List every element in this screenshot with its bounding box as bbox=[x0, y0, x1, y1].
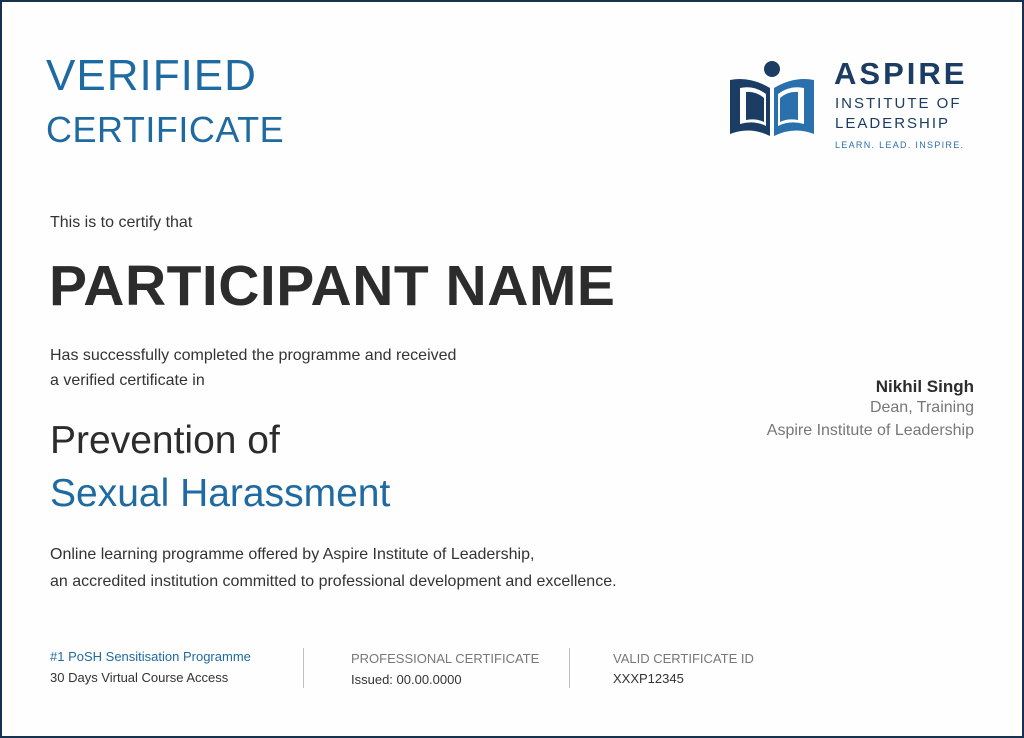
signatory-organization: Aspire Institute of Leadership bbox=[766, 422, 974, 439]
open-book-person-icon bbox=[726, 60, 818, 142]
certificate-title-line1: VERIFIED bbox=[46, 51, 257, 100]
signatory-title: Dean, Training bbox=[869, 399, 974, 416]
course-title-line1: Prevention of bbox=[50, 419, 280, 462]
signatory-name: Nikhil Singh bbox=[875, 377, 974, 396]
description-line2: an accredited institution committed to professional development and excellence. bbox=[50, 573, 617, 590]
logo-tagline: LEARN. LEAD. INSPIRE. bbox=[835, 140, 965, 150]
certificate-id-label: VALID CERTIFICATE ID bbox=[613, 651, 754, 666]
participant-name: PARTICIPANT NAME bbox=[49, 254, 616, 318]
certify-text: This is to certify that bbox=[50, 214, 193, 231]
certificate-id-value: XXXP12345 bbox=[613, 671, 684, 686]
footer-divider bbox=[569, 648, 570, 688]
completion-text-line2: a verified certificate in bbox=[50, 372, 205, 389]
description-line1: Online learning programme offered by Aspire Institute of Leadership, bbox=[50, 546, 535, 563]
completion-text-line1: Has successfully completed the programme and received bbox=[50, 347, 457, 364]
course-access: 30 Days Virtual Course Access bbox=[50, 670, 229, 685]
logo-name: ASPIRE bbox=[834, 56, 968, 91]
footer-divider bbox=[303, 648, 304, 688]
certificate-title-line2: CERTIFICATE bbox=[46, 109, 285, 150]
programme-rank: #1 PoSH Sensitisation Programme bbox=[50, 649, 251, 664]
logo-subtitle-line1: INSTITUTE OF bbox=[835, 95, 962, 112]
certificate-type: PROFESSIONAL CERTIFICATE bbox=[351, 651, 540, 666]
issued-date: Issued: 00.00.0000 bbox=[351, 672, 462, 687]
logo-subtitle-line2: LEADERSHIP bbox=[835, 115, 951, 132]
course-title-line2: Sexual Harassment bbox=[50, 472, 391, 515]
